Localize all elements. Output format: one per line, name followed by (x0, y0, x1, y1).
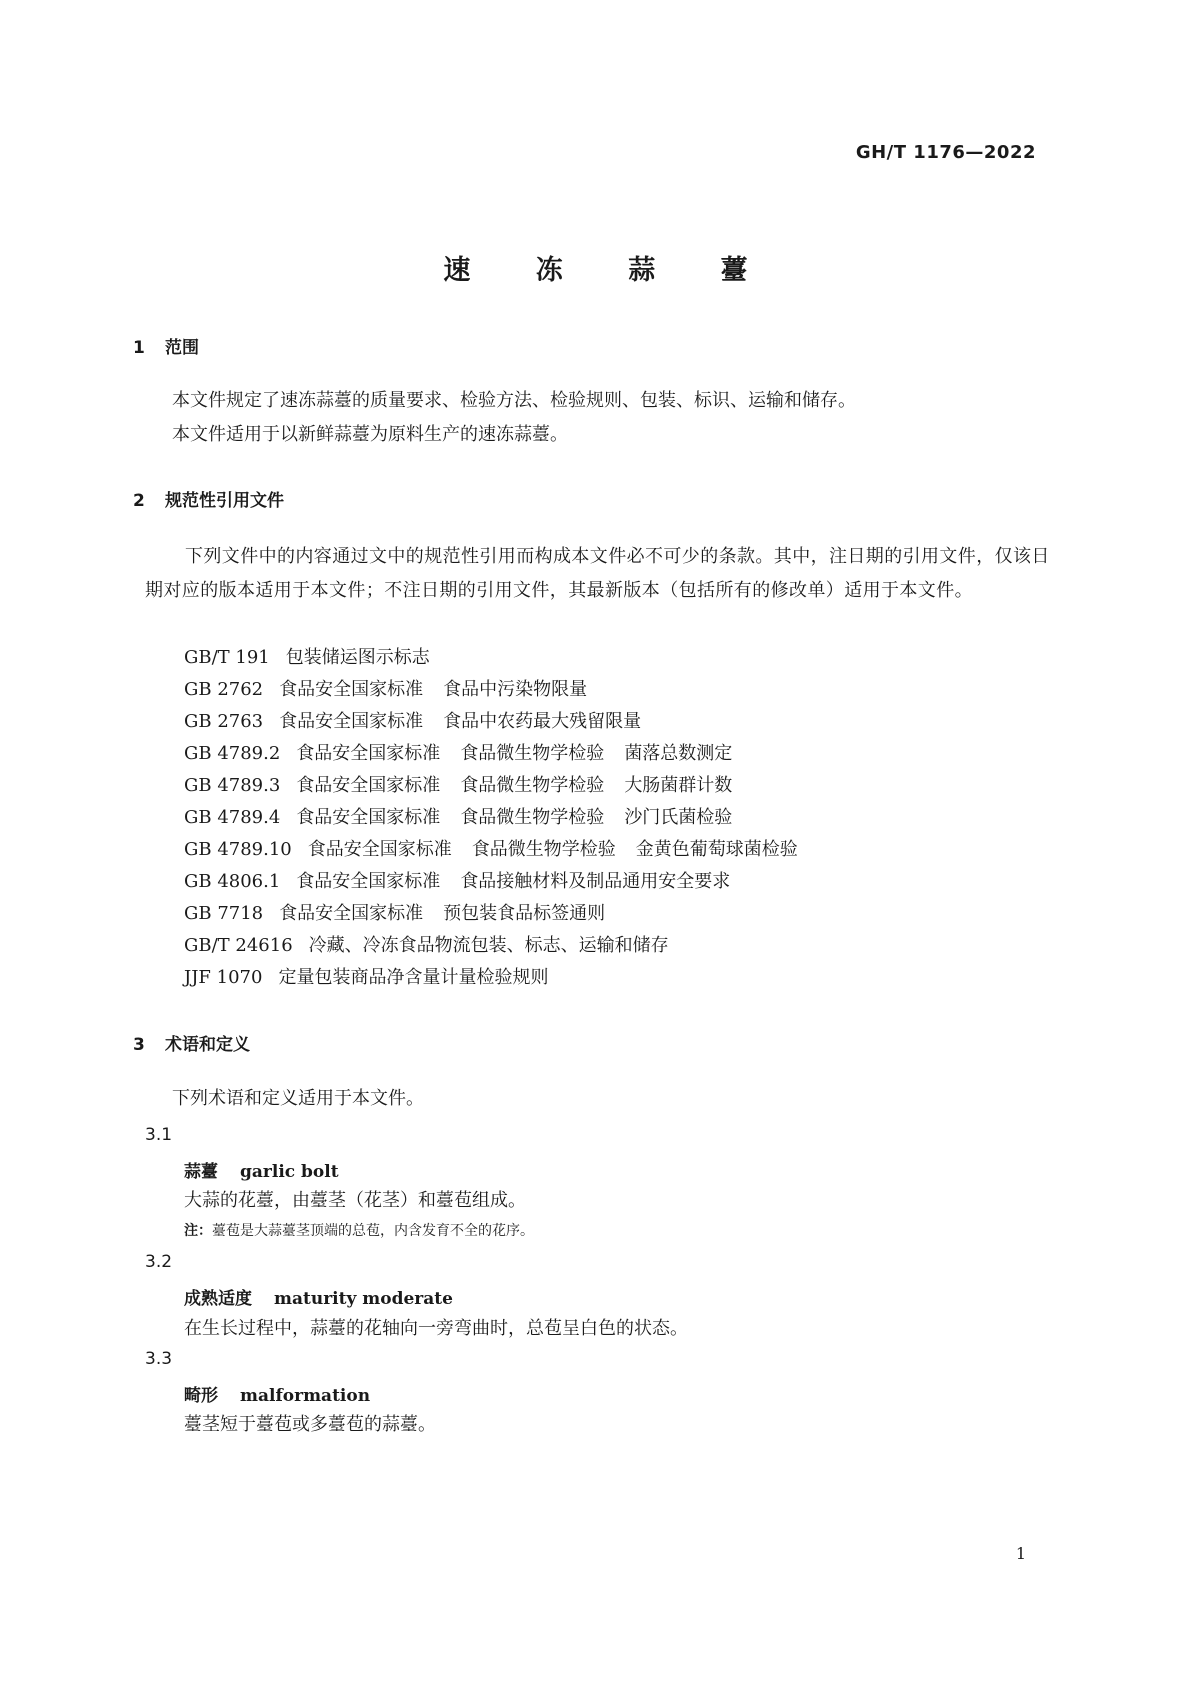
reference-title: 食品接触材料及制品通用安全要求 (460, 871, 731, 892)
reference-item (184, 803, 752, 829)
reference-code: GB 4806.1 (184, 871, 281, 892)
reference-title: 食品安全国家标准 (296, 775, 441, 796)
section-number: 2 (133, 491, 145, 511)
term-definition: 在生长过程中，蒜薹的花轴向一旁弯曲时，总苞呈白色的状态。 (184, 1318, 688, 1339)
reference-title: 食品安全国家标准 (279, 711, 424, 732)
reference-title: 食品安全国家标准 (279, 903, 424, 924)
reference-item (184, 963, 568, 989)
term-en: garlic bolt (240, 1162, 339, 1182)
term-en: maturity moderate (274, 1289, 453, 1309)
reference-title: 预包装食品标签通则 (443, 903, 606, 924)
term-definition: 薹茎短于薹苞或多薹苞的蒜薹。 (184, 1414, 436, 1435)
reference-title: 食品微生物学检验 (460, 775, 605, 796)
reference-item (184, 835, 818, 861)
reference-title: 金黄色葡萄球菌检验 (635, 839, 798, 860)
term-number: 3.3 (145, 1349, 173, 1369)
reference-title: 食品安全国家标准 (279, 679, 424, 700)
term-zh: 成熟适度 (184, 1289, 252, 1309)
section-number: 3 (133, 1035, 145, 1055)
reference-item (184, 931, 689, 957)
term-note (184, 1220, 534, 1240)
reference-title: 食品安全国家标准 (307, 839, 452, 860)
section-title: 范围 (165, 338, 199, 358)
term-en: malformation (240, 1386, 371, 1406)
reference-item (184, 739, 752, 765)
reference-code: GB/T 191 (184, 647, 270, 668)
page-number: 1 (1015, 1544, 1026, 1563)
section-heading-scope (133, 333, 199, 358)
paragraph: 本文件规定了速冻蒜薹的质量要求、检验方法、检验规则、包装、标识、运输和储存。 (172, 390, 856, 411)
term-zh: 畸形 (184, 1386, 218, 1406)
reference-title: 食品安全国家标准 (296, 871, 441, 892)
term-heading (184, 1381, 370, 1406)
section-heading-terms-and-definitions (133, 1030, 250, 1055)
reference-title: 食品中污染物限量 (443, 679, 588, 700)
reference-code: GB 2762 (184, 679, 264, 700)
note-label: 注： (184, 1223, 212, 1239)
reference-title: 食品微生物学检验 (460, 807, 605, 828)
reference-code: GB 4789.4 (184, 807, 281, 828)
paragraph: 本文件适用于以新鲜蒜薹为原料生产的速冻蒜薹。 (172, 424, 568, 445)
note-text: 薹苞是大蒜薹茎顶端的总苞，内含发育不全的花序。 (212, 1223, 534, 1239)
section-heading-normative-references (133, 486, 284, 511)
reference-item (184, 771, 752, 797)
section-title: 术语和定义 (165, 1035, 250, 1055)
reference-title: 包装储运图示标志 (285, 647, 430, 668)
term-definition: 大蒜的花薹，由薹茎（花茎）和薹苞组成。 (184, 1190, 526, 1211)
reference-code: JJF 1070 (184, 967, 263, 988)
reference-item (184, 899, 625, 925)
term-zh: 蒜薹 (184, 1162, 218, 1182)
reference-title: 食品微生物学检验 (460, 743, 605, 764)
document-title: 速 冻 蒜 薹 (443, 255, 776, 286)
reference-title: 食品安全国家标准 (296, 743, 441, 764)
reference-title: 食品安全国家标准 (296, 807, 441, 828)
reference-item (184, 867, 750, 893)
reference-title: 菌落总数测定 (624, 743, 733, 764)
reference-code: GB 4789.10 (184, 839, 292, 860)
term-heading (184, 1284, 453, 1309)
reference-code: GB 2763 (184, 711, 264, 732)
reference-item (184, 707, 661, 733)
section-title: 规范性引用文件 (165, 491, 284, 511)
reference-title: 大肠菌群计数 (624, 775, 733, 796)
terms-intro-paragraph: 下列术语和定义适用于本文件。 (172, 1088, 424, 1109)
reference-code: GB 4789.3 (184, 775, 281, 796)
reference-title: 食品中农药最大残留限量 (443, 711, 642, 732)
reference-title: 食品微生物学检验 (471, 839, 616, 860)
references-intro-paragraph: 下列文件中的内容通过文中的规范性引用而构成本文件必不可少的条款。其中，注日期的引用文件，仅该日期对应的版本适用于本文件；不注日期的引用文件，其最新版本（包括所有的修改单）适用于本文件。 (145, 546, 1050, 601)
reference-item (184, 643, 450, 669)
section-number: 1 (133, 338, 145, 358)
term-number: 3.1 (145, 1125, 173, 1145)
term-number: 3.2 (145, 1252, 173, 1272)
reference-code: GB/T 24616 (184, 935, 293, 956)
reference-title: 定量包装商品净含量计量检验规则 (278, 967, 549, 988)
document-code: GH/T 1176—2022 (855, 142, 1036, 163)
reference-code: GB 7718 (184, 903, 264, 924)
reference-item (184, 675, 607, 701)
reference-title: 冷藏、冷冻食品物流包装、标志、运输和储存 (308, 935, 669, 956)
reference-code: GB 4789.2 (184, 743, 281, 764)
reference-title: 沙门氏菌检验 (624, 807, 733, 828)
term-heading (184, 1157, 339, 1182)
